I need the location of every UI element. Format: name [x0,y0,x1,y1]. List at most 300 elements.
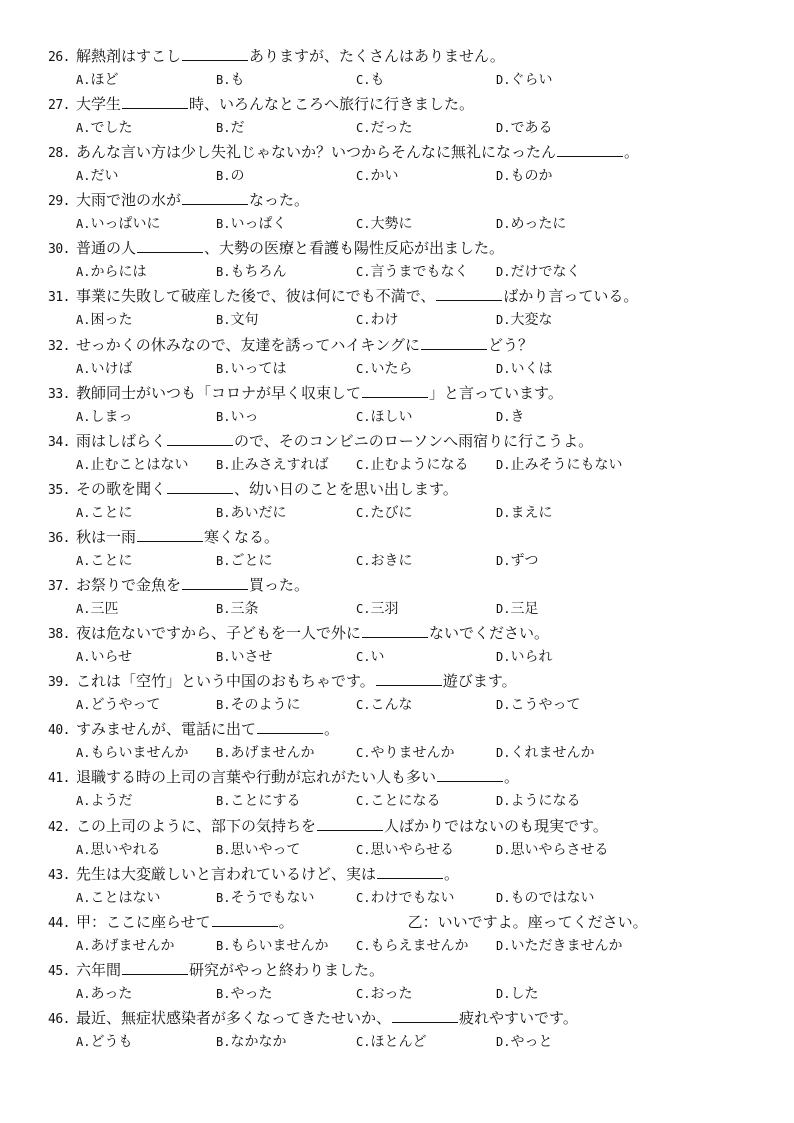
question-stem [48,381,768,405]
answer-options [48,501,768,525]
option-text: いられ [510,649,553,666]
answer-option [216,501,356,525]
answer-option [76,357,216,381]
option-text: ことはない [90,889,161,906]
answer-options [48,1030,768,1054]
option-letter: B. [216,794,231,809]
question-number: 40. [48,723,70,739]
question-stem [48,44,768,68]
answer-option [496,789,636,813]
option-letter: A. [76,1034,91,1049]
option-text: あった [90,985,133,1002]
question-number: 33. [48,386,70,402]
answer-options [48,212,768,236]
answer-option [356,357,496,381]
option-text: こうやって [510,697,581,714]
question-text-before-blank: 事業に失敗して破産した後で、彼は何にでも不満で、 [76,287,436,306]
option-letter: D. [496,794,511,809]
option-letter: C. [356,169,371,184]
question-text-before-blank: 普通の人 [76,239,137,258]
question-text-after-blank: 研究がやっと終わりました。 [189,960,385,979]
option-letter: C. [356,553,371,568]
answer-option [356,645,496,669]
answer-option [216,886,356,910]
option-letter: B. [216,265,231,280]
answer-option [216,982,356,1006]
option-letter: B. [216,361,231,376]
option-letter: C. [356,409,371,424]
answer-option [216,116,356,140]
answer-option [356,116,496,140]
answer-option [356,934,496,958]
question-number: 34. [48,434,70,450]
option-text: そのように [230,697,301,714]
option-letter: B. [216,746,231,761]
option-text: 大勢に [370,216,413,233]
option-letter: A. [76,457,91,472]
option-text: ようだ [90,793,133,810]
question-number: 41. [48,771,70,787]
question-text-after-blank: 疲れやすいです。 [459,1008,578,1027]
option-letter: B. [216,890,231,905]
question-text-after-blank: ばかり言っている。 [503,287,639,306]
answer-option [76,934,216,958]
answer-blank [436,286,502,301]
answer-blank [392,1008,458,1023]
answer-option [216,838,356,862]
question-number: 46. [48,1011,70,1027]
option-letter: A. [76,553,91,568]
option-letter: C. [356,890,371,905]
option-letter: D. [496,217,511,232]
answer-options [48,934,768,958]
question-stem [48,477,768,501]
answer-option [496,597,636,621]
question-text-before-blank: 夜は危ないですから、子どもを一人で外に [76,624,362,643]
answer-option [76,1030,216,1054]
option-letter: B. [216,842,231,857]
option-letter: C. [356,217,371,232]
answer-options [48,886,768,910]
answer-option [76,453,216,477]
option-text: ことにする [230,793,301,810]
option-letter: A. [76,794,91,809]
option-text: 止むようになる [370,456,469,473]
option-text: いらせ [90,649,133,666]
option-text: まえに [510,504,553,521]
answer-option [356,68,496,92]
answer-option [496,645,636,669]
answer-option [216,453,356,477]
option-letter: C. [356,938,371,953]
question-text-before-blank: 六年間 [76,960,122,979]
question-number: 32. [48,338,70,354]
option-text: い [370,649,385,666]
answer-options [48,308,768,332]
question-stem [48,1006,768,1030]
question-stem [48,236,768,260]
question-text-after-blank: 。 [624,143,640,162]
option-letter: A. [76,313,91,328]
answer-option [356,597,496,621]
option-text: あいだに [230,504,287,521]
question-stem [48,910,768,934]
question-text-before-blank: 雨はしばらく [76,431,167,450]
option-letter: A. [76,73,91,87]
answer-option [356,982,496,1006]
answer-option [356,741,496,765]
option-letter: D. [496,986,511,1001]
question-text-after-blank: 、幼い日のことを思い出します。 [234,479,458,498]
question-text-after-blank: 時、いろんなところへ旅行に行きました。 [189,95,475,114]
option-text: もらえませんか [370,937,469,954]
option-letter: C. [356,602,371,617]
option-text: いっては [230,360,287,377]
option-text: そうでもない [230,889,315,906]
option-text: ものか [510,168,553,185]
answer-blank [122,94,188,109]
option-text: いっ [230,408,259,425]
question-item [48,236,768,284]
answer-option [496,549,636,573]
option-letter: B. [216,313,231,328]
answer-option [76,741,216,765]
answer-option [356,453,496,477]
question-item [48,910,768,958]
question-text-before-blank: 大雨で池の水が [76,191,182,210]
answer-blank [421,335,487,350]
answer-option [356,164,496,188]
answer-blank [362,383,428,398]
option-letter: A. [76,746,91,761]
option-text: くれませんか [510,745,595,762]
option-text: わけでもない [370,889,455,906]
option-text: いさせ [230,649,273,666]
answer-option [76,645,216,669]
answer-option [216,549,356,573]
option-letter: A. [76,121,91,136]
option-text: だけでなく [510,264,581,281]
answer-option [76,982,216,1006]
answer-option [76,260,216,284]
answer-option [216,164,356,188]
answer-option [216,260,356,284]
option-text: おった [370,985,413,1002]
question-item [48,284,768,332]
question-number: 26. [48,50,70,65]
answer-option [76,405,216,429]
question-item [48,862,768,910]
question-item [48,958,768,1006]
question-item [48,188,768,236]
option-text: 大変な [510,312,553,329]
answer-option [356,789,496,813]
option-text: でした [90,120,133,137]
option-letter: A. [76,842,91,857]
option-letter: D. [496,121,511,136]
option-text: も [230,72,245,88]
option-letter: B. [216,505,231,520]
option-text: ことに [90,552,133,569]
option-letter: C. [356,842,371,857]
answer-option [216,308,356,332]
option-letter: B. [216,650,231,665]
answer-option [356,212,496,236]
question-text-after-blank: 。 [444,864,460,883]
answer-blank [317,816,383,831]
option-text: いっぱく [230,216,287,233]
answer-options [48,116,768,140]
option-text: だった [370,120,413,137]
question-text-before-blank: すみませんが、電話に出て [76,720,257,739]
answer-option [356,308,496,332]
question-text-before-blank: 秋は一雨 [76,527,137,546]
answer-option [216,405,356,429]
option-text: ずつ [510,552,539,569]
question-stem [48,429,768,453]
question-number: 36. [48,530,70,546]
question-text-before-blank: あんな言い方は少し失礼じゃないか？いつからそんなに無礼になったん [76,143,557,162]
question-stem [48,814,768,838]
option-letter: D. [496,313,511,328]
question-number: 28. [48,146,70,162]
option-text: どうも [90,1033,133,1050]
question-item [48,381,768,429]
option-letter: B. [216,1034,231,1049]
option-letter: A. [76,361,91,376]
option-letter: D. [496,169,511,184]
option-letter: D. [496,890,511,905]
question-number: 38. [48,627,70,643]
question-stem [48,669,768,693]
answer-option [496,68,636,92]
option-letter: A. [76,650,91,665]
question-item [48,525,768,573]
option-text: だ [230,120,245,137]
question-item [48,669,768,717]
option-text: した [510,985,539,1002]
option-letter: A. [76,698,91,713]
answer-blank [362,623,428,638]
option-letter: D. [496,602,511,617]
answer-option [76,597,216,621]
answer-option [496,116,636,140]
option-letter: D. [496,746,511,761]
option-text: も [370,72,385,88]
answer-option [76,164,216,188]
option-letter: A. [76,169,91,184]
option-letter: D. [496,553,511,568]
answer-option [216,741,356,765]
option-letter: C. [356,650,371,665]
question-text-before-blank: 甲：ここに座らせて [76,912,211,931]
answer-option [496,982,636,1006]
option-letter: D. [496,650,511,665]
option-letter: B. [216,409,231,424]
option-letter: C. [356,698,371,713]
option-text: なかなか [230,1033,287,1050]
option-letter: C. [356,1034,371,1049]
answer-blank [167,479,233,494]
answer-blank [137,238,203,253]
option-text: 言うまでもなく [370,264,469,281]
answer-blank [376,671,442,686]
answer-option [76,116,216,140]
answer-option [216,357,356,381]
answer-option [496,164,636,188]
option-letter: B. [216,938,231,953]
answer-options [48,164,768,188]
option-text: ものではない [510,889,595,906]
question-stem [48,573,768,597]
answer-options [48,838,768,862]
answer-option [216,693,356,717]
option-letter: A. [76,938,91,953]
answer-options [48,693,768,717]
option-letter: C. [356,505,371,520]
option-letter: B. [216,121,231,136]
answer-option [76,308,216,332]
question-stem [48,525,768,549]
option-text: 思いやれる [90,841,161,858]
answer-option [496,741,636,765]
option-text: 困った [90,312,133,329]
option-letter: D. [496,409,511,424]
option-letter: D. [496,505,511,520]
option-text: 止みそうにもない [510,456,623,473]
answer-options [48,645,768,669]
answer-options [48,549,768,573]
answer-option [496,453,636,477]
question-text-after-blank: 。 [278,912,294,931]
question-text-after-blank: 買った。 [249,576,310,595]
option-text: いくは [510,360,553,377]
option-letter: C. [356,73,371,87]
question-number: 42. [48,819,70,835]
option-letter: D. [496,938,511,953]
option-letter: D. [496,265,511,280]
option-text: ごとに [230,552,273,569]
option-letter: B. [216,986,231,1001]
answer-option [496,357,636,381]
option-letter: D. [496,457,511,472]
option-text: 三匹 [90,601,119,618]
option-text: ぐらい [510,72,553,88]
option-letter: C. [356,121,371,136]
question-stem [48,958,768,982]
option-text: たびに [370,504,413,521]
option-letter: B. [216,73,231,87]
option-letter: B. [216,457,231,472]
answer-option [76,501,216,525]
option-text: 文句 [230,312,259,329]
option-text: ことに [90,504,133,521]
option-text: き [510,408,525,425]
question-item [48,477,768,525]
answer-option [76,549,216,573]
question-number: 45. [48,963,70,979]
question-stem [48,862,768,886]
question-item [48,140,768,188]
answer-option [356,260,496,284]
option-text: いたら [370,360,413,377]
option-text: もらいませんか [90,745,189,762]
option-letter: C. [356,361,371,376]
answer-options [48,597,768,621]
question-stem [48,140,768,164]
answer-option [496,693,636,717]
question-text-before-blank: この上司のように、部下の気持ちを [76,816,317,835]
answer-option [216,212,356,236]
option-letter: D. [496,361,511,376]
question-text-before-blank: その歌を聞く [76,479,167,498]
answer-options [48,982,768,1006]
answer-option [216,597,356,621]
option-text: やりませんか [370,745,455,762]
option-letter: A. [76,986,91,1001]
question-stem [48,92,768,116]
answer-options [48,357,768,381]
option-text: 三条 [230,601,259,618]
question-text-after-blank: 、大勢の医療と看護も陽性反応が出ました。 [204,239,505,258]
question-stem [48,333,768,357]
option-text: あげませんか [230,745,315,762]
question-item [48,573,768,621]
option-letter: B. [216,602,231,617]
option-text: ことになる [370,793,441,810]
question-stem [48,284,768,308]
question-item [48,1006,768,1054]
option-text: の [230,168,245,185]
option-text: もちろん [230,264,287,281]
option-letter: C. [356,313,371,328]
option-text: 思いやって [230,841,301,858]
option-letter: C. [356,746,371,761]
question-text-after-blank: 寒くなる。 [204,527,280,546]
option-letter: C. [356,794,371,809]
option-letter: D. [496,842,511,857]
question-number: 27. [48,98,70,114]
option-text: 三足 [510,601,539,618]
question-text-after-blank: なった。 [249,191,310,210]
option-text: かい [370,168,399,185]
option-text: どうやって [90,697,161,714]
question-number: 35. [48,482,70,498]
option-letter: D. [496,73,511,87]
question-item [48,92,768,140]
option-text: である [510,120,553,137]
question-stem [48,621,768,645]
answer-option [496,1030,636,1054]
question-stem [48,717,768,741]
question-text-after-blank: 。 [504,768,520,787]
answer-option [356,838,496,862]
answer-option [216,1030,356,1054]
answer-option [496,934,636,958]
answer-options [48,741,768,765]
option-text: 思いやらさせる [510,841,609,858]
option-letter: B. [216,217,231,232]
option-text: めったに [510,216,567,233]
answer-blank [182,575,248,590]
answer-option [496,838,636,862]
option-text: だい [90,168,119,185]
answer-blank [167,431,233,446]
answer-option [216,789,356,813]
answer-option [496,886,636,910]
answer-option [356,693,496,717]
answer-blank [377,864,443,879]
